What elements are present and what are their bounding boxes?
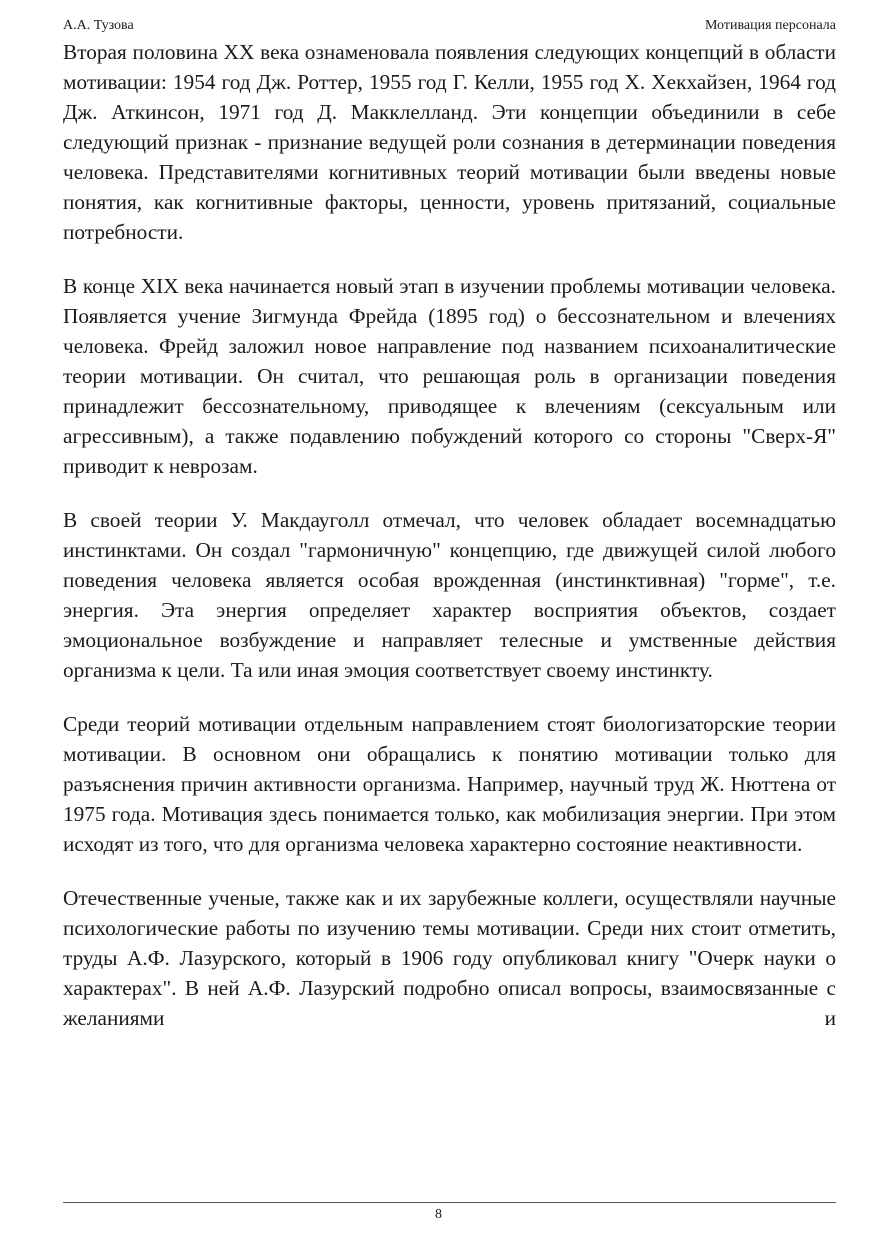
page-header [63, 16, 836, 36]
page-number: 8 [435, 1207, 442, 1222]
paragraph-freud: В конце XIX века начинается новый этап в изучении проблемы мотивации человека. Появляется учение Зигмунда Фрейда (1895 год) о бессознательном и влечениях человека. Фрейд заложил новое направление под названием психоаналитические теории мотивации. Он считал, что решающая роль в организации поведения принадлежит бессознательному, приводящее к влечениям (сексуальным или агрессивным), а также подавлению побуждений которого со стороны "Сверх-Я" приводит к неврозам. [63, 274, 836, 478]
header-title: Мотивация персонала [704, 18, 836, 33]
page-body [63, 37, 836, 1033]
paragraph-mcdougall: В своей теории У. Макдауголл отмечал, что человек обладает восемнадцатью инстинктами. Он создал "гармоничную" концепцию, где движущей силой любого поведения человека является особая врожденная (инстинктивная) "горме", т.е. энергия. Эта энергия определяет характер восприятия объектов, создает эмоциональное возбуждение и направляет телесные и умственные действия организма к цели. Та или иная эмоция соответствует своему инстинкту. [63, 508, 836, 682]
paragraph-domestic-scientists: Отечественные ученые, также как и их зарубежные коллеги, осуществляли научные психологические работы по изучению темы мотивации. Среди них стоит отметить, труды А.Ф. Лазурского, который в 1906 году опубликовал книгу "Очерк науки о характерах". В ней А.Ф. Лазурский подробно описал вопросы, взаимосвязанные с желаниями и [63, 886, 836, 1030]
header-author: А.А. Тузова [63, 18, 134, 33]
paragraph-cognitive-theories: Вторая половина XX века ознаменовала появления следующих концепций в области мотивации: 1954 год Дж. Роттер, 1955 год Г. Келли, 1955 год Х. Хекхайзен, 1964 год Дж. Аткинсон, 1971 год Д. Макклелланд. Эти концепции объединили в себе следующий признак - признание ведущей роли сознания в детерминации поведения человека. Представителями когнитивных теорий мотивации были введены новые понятия, как когнитивные факторы, ценности, уровень притязаний, социальные потребности. [63, 40, 836, 244]
footer-divider [63, 1202, 836, 1203]
paragraph-biological-theories: Среди теорий мотивации отдельным направлением стоят биологизаторские теории мотивации. В основном они обращались к понятию мотивации только для разъяснения причин активности организма. Например, научный труд Ж. Нюттена от 1975 года. Мотивация здесь понимается только, как мобилизация энергии. При этом исходят из того, что для организма человека характерно состояние неактивности. [63, 712, 836, 856]
